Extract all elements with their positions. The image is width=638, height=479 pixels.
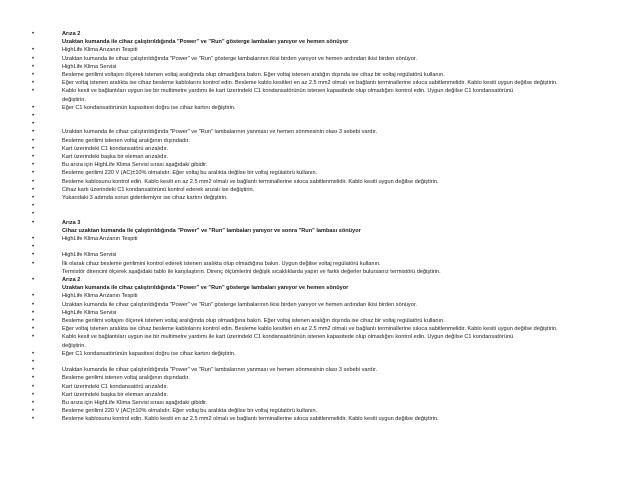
bullet-marker: • <box>31 293 35 300</box>
bullet-marker: • <box>31 137 35 144</box>
list-item-line: Uzaktan kumanda ile cihaz çalıştırıldığında "Power" ve "Run" gösterge lambaları yanıyor ve hemen sönüyor <box>62 285 349 292</box>
list-item-line: Besleme kablosunu kontrol edin. Kablo kesiti en az 2.5 mm2 olmalı ve bağlantı terminallerine sıkıca sabitlenmelidir. Kablo kesiti uygun değilse değiştirin. <box>62 416 439 423</box>
list-item <box>30 317 608 325</box>
list-item-line: Arıza 3 <box>62 219 81 226</box>
list-item <box>30 210 608 218</box>
list-item <box>30 153 608 161</box>
list-item <box>30 63 608 71</box>
list-item <box>30 358 608 366</box>
bullet-marker: • <box>31 170 35 177</box>
list-item-text <box>62 169 608 177</box>
list-item <box>30 235 608 243</box>
bullet-marker: • <box>31 301 35 308</box>
list-item <box>30 219 608 235</box>
list-item <box>30 71 608 79</box>
list-item <box>30 120 608 128</box>
list-item-text <box>62 276 608 292</box>
list-item <box>30 309 608 317</box>
list-item <box>30 374 608 382</box>
list-item-line: Termistör direncini ölçerek aşağıdaki tablo ile karşılaştırın. Direnç ölçümlerini değişik sıcaklıklarda yapın ve farklı değerler bulursanız termistörü değiştirin. <box>62 268 441 275</box>
bullet-marker: • <box>31 326 35 333</box>
list-item-text <box>62 325 608 333</box>
list-item <box>30 30 608 46</box>
list-item <box>30 104 608 112</box>
list-item-line: Uzaktan kumanda ile cihaz çalıştırıldığında "Power" ve "Run" lambalarının yanması ve hemen sönmesinin olası 3 sebebi vardır. <box>62 367 378 374</box>
bullet-marker: • <box>31 162 35 169</box>
bullet-list <box>30 30 608 424</box>
list-item <box>30 391 608 399</box>
list-item-text <box>62 71 608 79</box>
list-item-line: Kart üzerindeki başka bir eleman arızalıdır. <box>62 154 169 161</box>
list-item <box>30 350 608 358</box>
list-item <box>30 415 608 423</box>
list-item-text <box>62 292 608 300</box>
list-item <box>30 383 608 391</box>
bullet-marker: • <box>31 244 35 251</box>
bullet-marker: • <box>31 367 35 374</box>
list-item-line: Besleme gerilimi istenen voltaj aralığının dışındadır. <box>62 137 190 144</box>
list-item <box>30 325 608 333</box>
list-item-line: Besleme gerilimi istenen voltaj aralığının dışındadır. <box>62 375 190 382</box>
list-item <box>30 301 608 309</box>
bullet-marker: • <box>31 391 35 398</box>
list-item-text <box>62 161 608 169</box>
bullet-marker: • <box>31 211 35 218</box>
list-item-text <box>62 235 608 243</box>
list-item-text <box>62 333 608 349</box>
list-item <box>30 112 608 120</box>
list-item <box>30 169 608 177</box>
list-item-text <box>62 350 608 358</box>
list-item-text <box>62 399 608 407</box>
list-item-text <box>62 186 608 194</box>
bullet-marker: • <box>31 104 35 111</box>
list-item-text <box>62 87 608 103</box>
list-item-line: Uzaktan kumanda ile cihaz çalıştırıldığında "Power" ve "Run" gösterge lambalarının ikisi birden yanıyor ve hemen ardından ikisi birden sönüyor. <box>62 301 417 308</box>
list-item-line: Arıza 2 <box>62 277 81 284</box>
bullet-marker: • <box>31 318 35 325</box>
list-item <box>30 161 608 169</box>
list-item-text <box>62 194 608 202</box>
bullet-marker: • <box>31 121 35 128</box>
list-item-line: Eğer voltaj istenen aralıkta ise cihaz besleme kablolarını kontrol edin. Besleme kablo kesitleri en az 2.5 mm2 olmalı ve bağlantı terminallerine sıkıca sabitlenmelidir. Kablo kesiti uygun değilse değiştirin. <box>62 80 558 87</box>
bullet-marker: • <box>31 203 35 210</box>
list-item-line: Cihaz kartı üzerindeki C1 kondansatörünü kontrol ederek arızalı ise değiştirin. <box>62 186 255 193</box>
list-item-line: Kablo kesit ve bağlantıları uygun ise bir multimetre yardımı ile kart üzerindeki C1 kondansatörünün istenen kapasitede olup olmadığını kontrol edin. Uygun değilse C1 kondansatörünü <box>62 88 514 95</box>
list-item-text <box>62 63 608 71</box>
bullet-marker: • <box>31 47 35 54</box>
bullet-marker: • <box>31 129 35 136</box>
list-item-text <box>62 374 608 382</box>
list-item-line: Uzaktan kumanda ile cihaz çalıştırıldığında "Power" ve "Run" gösterge lambaları yanıyor ve hemen sönüyor <box>62 39 349 46</box>
list-item-line: Besleme gerilimi voltajını ölçerek istenen voltaj aralığında olup olmadığına bakın. Eğer voltaj istenen aralığın dışında ise cihaz bir voltaj regülatörü kullanın. <box>62 72 445 79</box>
bullet-marker: • <box>31 88 35 95</box>
bullet-marker: • <box>31 375 35 382</box>
bullet-marker: • <box>31 260 35 267</box>
list-item-line: Bu arıza için HighLife Klima Servisi sırası aşağıdaki gibidir. <box>62 162 208 169</box>
list-item-line: HighLife Klima Arızanın Tespiti <box>62 236 138 243</box>
list-item-text <box>62 55 608 63</box>
list-item-line: Besleme kablosunu kontrol edin. Kablo kesiti en az 2.5 mm2 olmalı ve bağlantı terminallerine sıkıca sabitlenmelidir. Kablo kesiti uygun değilse değiştirin. <box>62 178 439 185</box>
bullet-marker: • <box>31 80 35 87</box>
list-item <box>30 186 608 194</box>
list-item <box>30 137 608 145</box>
list-item-text <box>62 104 608 112</box>
list-item-line: Kablo kesit ve bağlantıları uygun ise bir multimetre yardımı ile kart üzerindeki C1 kondansatörünün istenen kapasitede olup olmadığını kontrol edin. Uygun değilse C1 kondansatörünü <box>62 334 514 341</box>
bullet-marker: • <box>31 55 35 62</box>
bullet-marker: • <box>31 400 35 407</box>
list-item-text <box>62 383 608 391</box>
bullet-marker: • <box>31 72 35 79</box>
list-item <box>30 145 608 153</box>
list-item-text <box>62 251 608 259</box>
bullet-marker: • <box>31 236 35 243</box>
list-item <box>30 79 608 87</box>
list-item <box>30 399 608 407</box>
list-item-text <box>62 391 608 399</box>
list-item-line: HighLife Klima Arızanın Tespiti <box>62 47 138 54</box>
list-item <box>30 128 608 136</box>
list-item-line: HighLife Klima Arızanın Tespiti <box>62 293 138 300</box>
list-item <box>30 202 608 210</box>
bullet-marker: • <box>31 359 35 366</box>
bullet-marker: • <box>31 383 35 390</box>
list-item-line: HighLife Klima Servisi <box>62 63 117 70</box>
list-item-text <box>62 260 608 276</box>
list-item <box>30 55 608 63</box>
bullet-marker: • <box>31 195 35 202</box>
list-item-text <box>62 128 608 136</box>
list-item-line: değiştirin. <box>62 342 86 349</box>
list-item <box>30 87 608 103</box>
list-item-line: Besleme gerilimi 220 V (AC)±10% olmalıdır. Eğer voltaj bu aralıkta değilse bir voltaj regülatörü kullanın. <box>62 408 318 415</box>
list-item-line: Arıza 2 <box>62 31 81 37</box>
list-item <box>30 243 608 251</box>
bullet-marker: • <box>31 334 35 341</box>
bullet-marker: • <box>31 219 35 226</box>
list-item-line: Bu arıza için HighLife Klima Servisi sırası aşağıdaki gibidir. <box>62 400 208 407</box>
list-item-line: HighLife Klima Servisi <box>62 252 117 259</box>
list-item-line: Eğer voltaj istenen aralıkta ise cihaz besleme kablolarını kontrol edin. Besleme kablo kesitleri en az 2.5 mm2 olmalı ve bağlantı terminallerine sıkıca sabitlenmelidir. Kablo kesiti uygun değilse değiştirin. <box>62 326 558 333</box>
list-item-text <box>62 153 608 161</box>
list-item <box>30 276 608 292</box>
list-item-text <box>62 137 608 145</box>
list-item-line: HighLife Klima Servisi <box>62 309 117 316</box>
bullet-marker: • <box>31 408 35 415</box>
bullet-marker: • <box>31 309 35 316</box>
list-item-text <box>62 415 608 423</box>
bullet-marker: • <box>31 186 35 193</box>
list-item-text <box>62 178 608 186</box>
list-item-line: Uzaktan kumanda ile cihaz çalıştırıldığında "Power" ve "Run" lambalarının yanması ve hemen sönmesinin olası 3 sebebi vardır. <box>62 129 378 136</box>
list-item-line: Besleme gerilimi 220 V (AC)±10% olmalıdır. Eğer voltaj bu aralıkta değilse bir voltaj regülatörü kullanın. <box>62 170 318 177</box>
list-item-line: Kart üzerindeki başka bir eleman arızalıdır. <box>62 391 169 398</box>
list-item <box>30 251 608 259</box>
list-item-line: Cihaz uzaktan kumanda ile çalıştırıldığında "Power" ve "Run" lambaları yanıyor ve sonra "Run" lambası sönüyor <box>62 227 361 234</box>
list-item-line: Kart üzerindeki C1 kondansatörü arızalıdır. <box>62 145 169 152</box>
list-item-line: İlk olarak cihaz besleme gerilimini kontrol ederek istenen aralıkta olup olmadığına bakın. Uygun değilse voltaj regülatörü kullanın. <box>62 260 381 267</box>
list-item-line: Kart üzerindeki C1 kondansatörü arızalıdır. <box>62 383 169 390</box>
list-item <box>30 333 608 349</box>
list-item-line: Yukarıdaki 3 adımda sorun giderilemiyor ise cihaz kartını değiştirin. <box>62 195 228 202</box>
list-item <box>30 407 608 415</box>
bullet-marker: • <box>31 113 35 120</box>
list-item-text <box>62 79 608 87</box>
bullet-marker: • <box>31 416 35 423</box>
list-item-text <box>62 219 608 235</box>
list-item <box>30 46 608 54</box>
list-item-line: Eğer C1 kondansatörünün kapasitesi doğru ise cihaz kartını değiştirin. <box>62 350 236 357</box>
list-item-line: değiştirin. <box>62 96 86 103</box>
list-item-text <box>62 301 608 309</box>
list-item <box>30 194 608 202</box>
list-item-text <box>62 309 608 317</box>
list-item-text <box>62 407 608 415</box>
bullet-marker: • <box>31 350 35 357</box>
bullet-marker: • <box>31 252 35 259</box>
list-item <box>30 366 608 374</box>
list-item-line: Uzaktan kumanda ile cihaz çalıştırıldığında "Power" ve "Run" gösterge lambalarının ikisi birden yanıyor ve hemen ardından ikisi birden sönüyor. <box>62 55 417 62</box>
bullet-marker: • <box>31 31 35 37</box>
list-item <box>30 260 608 276</box>
list-item-text <box>62 30 608 46</box>
list-item-text <box>62 145 608 153</box>
bullet-marker: • <box>31 154 35 161</box>
bullet-marker: • <box>31 277 35 284</box>
list-item <box>30 178 608 186</box>
list-item-line: Besleme gerilimi voltajını ölçerek istenen voltaj aralığında olup olmadığına bakın. Eğer voltaj istenen aralığın dışında ise cihaz bir voltaj regülatörü kullanın. <box>62 318 445 325</box>
bullet-marker: • <box>31 145 35 152</box>
list-item <box>30 292 608 300</box>
bullet-marker: • <box>31 63 35 70</box>
list-item-text <box>62 46 608 54</box>
list-item-text <box>62 317 608 325</box>
list-item-text <box>62 366 608 374</box>
list-item-line: Eğer C1 kondansatörünün kapasitesi doğru ise cihaz kartını değiştirin. <box>62 104 236 111</box>
bullet-marker: • <box>31 178 35 185</box>
